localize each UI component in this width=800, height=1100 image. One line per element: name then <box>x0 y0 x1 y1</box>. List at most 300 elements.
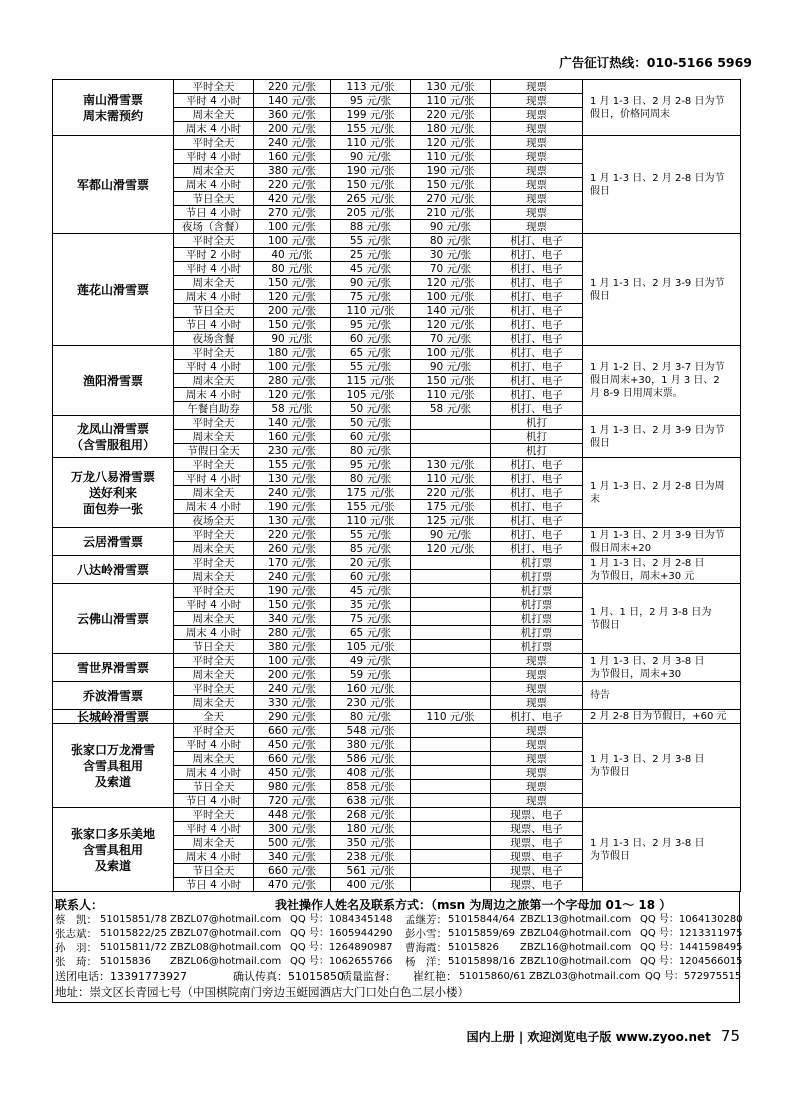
table-row <box>53 654 741 668</box>
contact-name: 张 琦： <box>55 956 97 968</box>
contact-name: 杨 洋： <box>405 956 447 968</box>
price-col-1-cell: 200 元/张 <box>254 122 331 136</box>
price-col-2-cell: 95 元/张 <box>331 458 411 472</box>
holiday-note-cell <box>583 808 741 892</box>
ticket-type-cell: 周末全天 <box>174 276 254 290</box>
price-col-1-cell: 240 元/张 <box>254 486 331 500</box>
contact-qq: QQ 号：1064130280 <box>640 914 743 925</box>
table-row <box>53 584 741 598</box>
price-col-1-cell: 380 元/张 <box>254 164 331 178</box>
price-col-3-cell: 175 元/张 <box>411 500 491 514</box>
holiday-note-cell <box>583 654 741 682</box>
price-col-3-cell <box>411 794 491 808</box>
price-col-1-cell: 150 元/张 <box>254 318 331 332</box>
price-col-3-cell: 120 元/张 <box>411 318 491 332</box>
ticket-form-cell: 机打、电子 <box>491 458 583 472</box>
price-col-3-cell: 180 元/张 <box>411 122 491 136</box>
ticket-form-cell: 现票 <box>491 766 583 780</box>
ticket-type-cell: 周末全天 <box>174 570 254 584</box>
resort-name-line: 南山滑雪票 <box>82 92 143 107</box>
price-col-1-cell: 180 元/张 <box>254 346 331 360</box>
ticket-type-cell: 平时 4 小时 <box>174 472 254 486</box>
confirm-fax: 确认传真：51015850 <box>233 970 344 983</box>
holiday-note-cell <box>583 346 741 416</box>
holiday-note-cell <box>583 234 741 346</box>
ticket-type-cell: 节日全天 <box>174 304 254 318</box>
ticket-form-cell: 机打、电子 <box>491 234 583 248</box>
price-col-3-cell: 110 元/张 <box>411 94 491 108</box>
holiday-note-line: 1 月 1-2 日、2 月 3-7 日为节 <box>590 362 725 373</box>
price-col-2-cell: 199 元/张 <box>331 108 411 122</box>
ticket-form-cell: 机打、电子 <box>491 500 583 514</box>
resort-name-line: 龙凤山滑雪票 <box>76 421 149 436</box>
price-col-1-cell: 200 元/张 <box>254 668 331 682</box>
ticket-form-cell: 现票 <box>491 220 583 234</box>
ticket-form-cell: 机打、电子 <box>491 710 583 724</box>
ticket-form-cell: 机打票 <box>491 612 583 626</box>
price-col-3-cell: 150 元/张 <box>411 178 491 192</box>
price-col-2-cell: 113 元/张 <box>331 80 411 94</box>
ticket-form-cell: 机打、电子 <box>491 360 583 374</box>
ticket-form-cell: 机打、电子 <box>491 402 583 416</box>
ticket-type-cell: 夜场含餐 <box>174 332 254 346</box>
contact-email: ZBZL04@hotmail.com <box>520 928 632 939</box>
holiday-note-line: 1 月 1-3 日、2 月 3-9 日为节 <box>590 277 725 289</box>
ticket-form-cell: 现票 <box>491 178 583 192</box>
ticket-form-cell: 现票、电子 <box>491 822 583 836</box>
ticket-form-cell: 现票 <box>491 696 583 710</box>
ticket-form-cell: 机打、电子 <box>491 318 583 332</box>
holiday-note-line: 假日周末+20 <box>590 542 652 554</box>
price-col-3-cell <box>411 864 491 878</box>
ticket-form-cell: 机打票 <box>491 584 583 598</box>
price-col-1-cell: 220 元/张 <box>254 528 331 542</box>
holiday-note-cell <box>583 710 741 724</box>
price-col-2-cell: 80 元/张 <box>331 710 411 724</box>
resort-name-cell <box>53 416 174 458</box>
price-col-2-cell: 90 元/张 <box>331 276 411 290</box>
contact-qq: QQ 号：1084345148 <box>290 914 393 925</box>
price-col-1-cell: 220 元/张 <box>254 80 331 94</box>
price-col-1-cell: 100 元/张 <box>254 360 331 374</box>
resort-name-line: 云居滑雪票 <box>82 534 143 549</box>
price-col-3-cell: 110 元/张 <box>411 710 491 724</box>
price-col-1-cell: 190 元/张 <box>254 584 331 598</box>
ticket-type-cell: 平时全天 <box>174 808 254 822</box>
price-col-1-cell: 380 元/张 <box>254 640 331 654</box>
price-col-2-cell: 155 元/张 <box>331 122 411 136</box>
holiday-note-line: 假日周末+30，1 月 3 日、2 <box>590 375 720 386</box>
ticket-type-cell: 平时全天 <box>174 136 254 150</box>
price-col-1-cell: 300 元/张 <box>254 822 331 836</box>
ticket-form-cell: 现票 <box>491 724 583 738</box>
ticket-form-cell: 现票 <box>491 780 583 794</box>
holiday-note-line: 1 月、1 日，2 月 3-8 日为 <box>590 606 712 618</box>
holiday-note-line: 末 <box>590 493 600 505</box>
ticket-form-cell: 机打、电子 <box>491 388 583 402</box>
price-col-2-cell: 268 元/张 <box>331 808 411 822</box>
holiday-note-cell <box>583 556 741 584</box>
ticket-type-cell: 平时全天 <box>174 556 254 570</box>
price-col-3-cell <box>411 640 491 654</box>
resort-name-cell <box>53 654 174 682</box>
ticket-form-cell: 现票、电子 <box>491 836 583 850</box>
price-col-2-cell: 85 元/张 <box>331 542 411 556</box>
price-col-1-cell: 130 元/张 <box>254 472 331 486</box>
contact-phone: 51015836 <box>100 956 151 967</box>
price-col-1-cell: 290 元/张 <box>254 710 331 724</box>
ticket-type-cell: 平时 4 小时 <box>174 360 254 374</box>
holiday-note-cell <box>583 416 741 458</box>
contact-row <box>55 927 743 941</box>
price-col-1-cell: 240 元/张 <box>254 682 331 696</box>
price-col-2-cell: 548 元/张 <box>331 724 411 738</box>
ticket-type-cell: 全天 <box>174 710 254 724</box>
resort-name-line: 周末需预约 <box>82 108 143 123</box>
footer-text: 国内上册 | 欢迎浏览电子版 www.zyoo.net <box>466 1029 711 1044</box>
price-col-2-cell: 65 元/张 <box>331 346 411 360</box>
ticket-type-cell: 节假日全天 <box>174 444 254 458</box>
price-col-3-cell: 120 元/张 <box>411 542 491 556</box>
price-col-2-cell: 105 元/张 <box>331 640 411 654</box>
price-col-2-cell: 75 元/张 <box>331 612 411 626</box>
ticket-type-cell: 平时全天 <box>174 416 254 430</box>
resort-name-cell <box>53 710 174 724</box>
ticket-form-cell: 机打、电子 <box>491 542 583 556</box>
price-col-1-cell: 150 元/张 <box>254 598 331 612</box>
resort-name-cell <box>53 458 174 528</box>
price-col-2-cell: 65 元/张 <box>331 626 411 640</box>
holiday-note-cell <box>583 724 741 808</box>
ticket-type-cell: 平时全天 <box>174 80 254 94</box>
holiday-note-line: 1 月 1-3 日、2 月 3-9 日为节 <box>590 424 725 436</box>
price-col-2-cell: 105 元/张 <box>331 388 411 402</box>
holiday-note-cell <box>583 458 741 528</box>
ticket-type-cell: 周末全天 <box>174 696 254 710</box>
ticket-form-cell: 机打票 <box>491 626 583 640</box>
price-col-1-cell: 240 元/张 <box>254 570 331 584</box>
quality-qq: QQ 号：572975515 <box>645 971 742 982</box>
ticket-form-cell: 机打 <box>491 444 583 458</box>
price-col-2-cell: 110 元/张 <box>331 136 411 150</box>
ticket-type-cell: 周末 4 小时 <box>174 626 254 640</box>
ticket-type-cell: 周末全天 <box>174 486 254 500</box>
holiday-note-cell <box>583 584 741 654</box>
holiday-note-cell <box>583 136 741 234</box>
price-col-1-cell: 340 元/张 <box>254 850 331 864</box>
contact-qq: QQ 号：1441598495 <box>640 942 743 953</box>
resort-name-line: 面包券一张 <box>82 501 143 516</box>
ticket-form-cell: 机打、电子 <box>491 276 583 290</box>
contact-phone: 51015811/72 <box>100 942 167 953</box>
price-col-1-cell: 160 元/张 <box>254 430 331 444</box>
contact-email: ZBZL08@hotmail.com <box>170 942 282 953</box>
holiday-note-line: 为节假日 <box>590 850 630 862</box>
price-col-2-cell: 858 元/张 <box>331 780 411 794</box>
price-col-3-cell: 100 元/张 <box>411 346 491 360</box>
price-col-3-cell: 58 元/张 <box>411 402 491 416</box>
table-row <box>53 710 741 724</box>
contact-phone: 51015822/25 <box>100 928 167 939</box>
ticket-type-cell: 平时全天 <box>174 458 254 472</box>
resort-name-cell <box>53 80 174 136</box>
price-col-3-cell: 70 元/张 <box>411 262 491 276</box>
price-col-3-cell: 110 元/张 <box>411 472 491 486</box>
ski-ticket-price-table <box>52 79 741 892</box>
ticket-form-cell: 现票、电子 <box>491 864 583 878</box>
price-col-1-cell: 270 元/张 <box>254 206 331 220</box>
resort-name-cell <box>53 556 174 584</box>
price-col-3-cell <box>411 668 491 682</box>
ticket-form-cell: 机打、电子 <box>491 262 583 276</box>
dispatch-phone: 送团电话：13391773927 <box>55 970 187 983</box>
price-col-3-cell: 120 元/张 <box>411 276 491 290</box>
price-col-2-cell: 75 元/张 <box>331 290 411 304</box>
contact-row <box>55 955 743 969</box>
ticket-form-cell: 现票 <box>491 94 583 108</box>
ticket-form-cell: 现票 <box>491 108 583 122</box>
price-col-3-cell: 100 元/张 <box>411 290 491 304</box>
resort-name-line: 八达岭滑雪票 <box>76 562 149 577</box>
price-col-3-cell <box>411 570 491 584</box>
ticket-type-cell: 平时 4 小时 <box>174 94 254 108</box>
price-col-3-cell <box>411 584 491 598</box>
table-row <box>53 556 741 570</box>
price-col-3-cell: 220 元/张 <box>411 108 491 122</box>
holiday-note-line: 月 8-9 日用周末票。 <box>590 388 683 399</box>
contact-label: 联系人： <box>55 898 104 912</box>
table-row <box>53 724 741 738</box>
resort-name-line: 长城岭滑雪票 <box>76 709 149 724</box>
contact-phone: 51015859/69 <box>448 928 515 939</box>
price-col-1-cell: 120 元/张 <box>254 388 331 402</box>
ticket-form-cell: 现票 <box>491 738 583 752</box>
contact-email: ZBZL07@hotmail.com <box>170 914 282 925</box>
price-col-1-cell: 150 元/张 <box>254 276 331 290</box>
ticket-type-cell: 平时 4 小时 <box>174 150 254 164</box>
price-col-2-cell: 20 元/张 <box>331 556 411 570</box>
price-col-2-cell: 50 元/张 <box>331 402 411 416</box>
price-col-2-cell: 59 元/张 <box>331 668 411 682</box>
price-col-2-cell: 150 元/张 <box>331 178 411 192</box>
resort-name-cell <box>53 584 174 654</box>
table-row <box>53 346 741 360</box>
price-col-2-cell: 175 元/张 <box>331 486 411 500</box>
price-col-2-cell: 45 元/张 <box>331 262 411 276</box>
contact-phone: 51015851/78 <box>100 914 167 925</box>
holiday-note-cell <box>583 80 741 136</box>
resort-name-line: 及索道 <box>94 858 131 873</box>
price-col-3-cell <box>411 780 491 794</box>
resort-name-line: 雪世界滑雪票 <box>76 660 149 675</box>
resort-name-line: 莲花山滑雪票 <box>76 282 149 297</box>
contact-email: ZBZL06@hotmail.com <box>170 956 282 967</box>
ticket-type-cell: 周末 4 小时 <box>174 178 254 192</box>
price-table-body <box>53 80 741 892</box>
price-col-3-cell: 210 元/张 <box>411 206 491 220</box>
price-col-2-cell: 190 元/张 <box>331 164 411 178</box>
price-col-1-cell: 220 元/张 <box>254 178 331 192</box>
price-col-2-cell: 238 元/张 <box>331 850 411 864</box>
price-col-1-cell: 448 元/张 <box>254 808 331 822</box>
price-col-1-cell: 280 元/张 <box>254 374 331 388</box>
contact-email: ZBZL10@hotmail.com <box>520 956 632 967</box>
table-row <box>53 458 741 472</box>
ticket-form-cell: 机打、电子 <box>491 304 583 318</box>
ticket-form-cell: 机打、电子 <box>491 528 583 542</box>
price-col-2-cell: 115 元/张 <box>331 374 411 388</box>
price-col-1-cell: 140 元/张 <box>254 94 331 108</box>
price-col-3-cell: 90 元/张 <box>411 528 491 542</box>
page-footer <box>467 1027 740 1045</box>
holiday-note-line: 1 月 1-3 日、2 月 2-8 日为节 <box>590 95 725 107</box>
price-col-1-cell: 100 元/张 <box>254 234 331 248</box>
price-col-2-cell: 230 元/张 <box>331 696 411 710</box>
price-col-3-cell <box>411 556 491 570</box>
ticket-type-cell: 夜场（含餐） <box>174 220 254 234</box>
ticket-form-cell: 现票 <box>491 136 583 150</box>
contact-name: 孟继芳： <box>405 914 447 926</box>
price-col-1-cell: 200 元/张 <box>254 304 331 318</box>
table-row <box>53 416 741 430</box>
contact-email: ZBZL16@hotmail.com <box>520 942 632 953</box>
table-row <box>53 808 741 822</box>
price-col-3-cell <box>411 836 491 850</box>
contact-qq: QQ 号：1213311975 <box>640 928 743 939</box>
price-col-3-cell <box>411 808 491 822</box>
holiday-note-line: 1 月 1-3 日、2 月 2-8 日 <box>590 557 705 569</box>
ticket-type-cell: 节日 4 小时 <box>174 878 254 892</box>
contact-row <box>55 913 743 927</box>
contact-phone: 51015844/64 <box>448 914 515 925</box>
resort-name-line: 及索道 <box>94 774 131 789</box>
resort-name-cell <box>53 234 174 346</box>
price-col-3-cell: 130 元/张 <box>411 458 491 472</box>
ticket-form-cell: 机打票 <box>491 570 583 584</box>
quality-name: 崔红艳： <box>413 970 457 983</box>
table-row <box>53 234 741 248</box>
ticket-type-cell: 周末全天 <box>174 542 254 556</box>
price-col-2-cell: 88 元/张 <box>331 220 411 234</box>
price-col-3-cell: 110 元/张 <box>411 150 491 164</box>
contact-phone: 51015898/16 <box>448 956 515 967</box>
resort-name-line: （含雪服租用） <box>70 437 155 452</box>
holiday-note-line: 假日，价格同周末 <box>590 108 670 120</box>
contact-email: ZBZL13@hotmail.com <box>520 914 632 925</box>
resort-name-line: 乔波滑雪票 <box>82 688 143 703</box>
ticket-form-cell: 现票 <box>491 122 583 136</box>
price-col-3-cell: 190 元/张 <box>411 164 491 178</box>
ticket-form-cell: 机打、电子 <box>491 472 583 486</box>
price-col-1-cell: 450 元/张 <box>254 738 331 752</box>
ticket-form-cell: 机打票 <box>491 598 583 612</box>
ticket-form-cell: 现票 <box>491 80 583 94</box>
price-col-1-cell: 230 元/张 <box>254 444 331 458</box>
price-col-3-cell: 120 元/张 <box>411 136 491 150</box>
price-col-3-cell <box>411 598 491 612</box>
price-col-2-cell: 60 元/张 <box>331 332 411 346</box>
resort-name-line: 军都山滑雪票 <box>76 177 149 192</box>
resort-name-cell <box>53 724 174 808</box>
ad-hotline: 广告征订热线：010-5166 5969 <box>559 55 752 70</box>
price-col-2-cell: 380 元/张 <box>331 738 411 752</box>
holiday-note-line: 假日 <box>590 185 610 197</box>
price-col-2-cell: 110 元/张 <box>331 514 411 528</box>
price-col-2-cell: 45 元/张 <box>331 584 411 598</box>
holiday-note-line: 1 月 1-3 日、2 月 2-8 日为节 <box>590 172 725 184</box>
price-col-1-cell: 660 元/张 <box>254 752 331 766</box>
ticket-type-cell: 周末全天 <box>174 430 254 444</box>
ticket-type-cell: 平时全天 <box>174 682 254 696</box>
ticket-type-cell: 节日 4 小时 <box>174 318 254 332</box>
ticket-type-cell: 节日 4 小时 <box>174 794 254 808</box>
price-col-1-cell: 80 元/张 <box>254 262 331 276</box>
price-col-2-cell: 180 元/张 <box>331 822 411 836</box>
ticket-type-cell: 平时全天 <box>174 724 254 738</box>
holiday-note-line: 为节假日，周末+30 <box>590 668 682 680</box>
ticket-type-cell: 平时全天 <box>174 528 254 542</box>
holiday-note-line: 1 月 1-3 日、2 月 2-8 日为周 <box>590 480 725 492</box>
price-col-3-cell <box>411 626 491 640</box>
quality-label: 质量监督： <box>341 970 396 983</box>
price-col-2-cell: 638 元/张 <box>331 794 411 808</box>
ticket-form-cell: 机打、电子 <box>491 374 583 388</box>
price-col-2-cell: 561 元/张 <box>331 864 411 878</box>
ticket-form-cell: 机打票 <box>491 640 583 654</box>
ticket-form-cell: 现票 <box>491 668 583 682</box>
ticket-form-cell: 现票 <box>491 752 583 766</box>
ticket-type-cell: 夜场全天 <box>174 514 254 528</box>
ticket-type-cell: 周末 4 小时 <box>174 290 254 304</box>
table-row <box>53 682 741 696</box>
price-col-3-cell <box>411 444 491 458</box>
table-row <box>53 80 741 94</box>
holiday-note-line: 为节假日 <box>590 766 630 778</box>
price-col-1-cell: 450 元/张 <box>254 766 331 780</box>
page-number: 75 <box>720 1027 740 1045</box>
ticket-type-cell: 周末全天 <box>174 668 254 682</box>
price-col-3-cell: 220 元/张 <box>411 486 491 500</box>
price-col-3-cell: 70 元/张 <box>411 332 491 346</box>
ticket-type-cell: 周末全天 <box>174 836 254 850</box>
resort-name-line: 张家口多乐美地 <box>70 826 155 841</box>
price-col-3-cell <box>411 682 491 696</box>
contact-qq: QQ 号：1605944290 <box>290 928 393 939</box>
price-col-3-cell <box>411 878 491 892</box>
price-col-2-cell: 110 元/张 <box>331 304 411 318</box>
price-col-2-cell: 55 元/张 <box>331 360 411 374</box>
price-col-1-cell: 420 元/张 <box>254 192 331 206</box>
price-col-1-cell: 190 元/张 <box>254 500 331 514</box>
contact-row <box>55 941 743 955</box>
ticket-type-cell: 周末全天 <box>174 612 254 626</box>
price-col-2-cell: 80 元/张 <box>331 472 411 486</box>
price-col-2-cell: 80 元/张 <box>331 444 411 458</box>
price-col-3-cell <box>411 850 491 864</box>
price-col-2-cell: 160 元/张 <box>331 682 411 696</box>
price-col-1-cell: 470 元/张 <box>254 878 331 892</box>
resort-name-cell <box>53 528 174 556</box>
holiday-note-line: 1 月 1-3 日、2 月 3-8 日 <box>590 753 705 765</box>
ticket-type-cell: 周末 4 小时 <box>174 122 254 136</box>
ticket-type-cell: 节日全天 <box>174 192 254 206</box>
price-col-1-cell: 340 元/张 <box>254 612 331 626</box>
resort-name-cell <box>53 136 174 234</box>
price-col-2-cell: 60 元/张 <box>331 570 411 584</box>
price-col-3-cell: 140 元/张 <box>411 304 491 318</box>
ticket-form-cell: 现票 <box>491 682 583 696</box>
ticket-form-cell: 机打、电子 <box>491 346 583 360</box>
